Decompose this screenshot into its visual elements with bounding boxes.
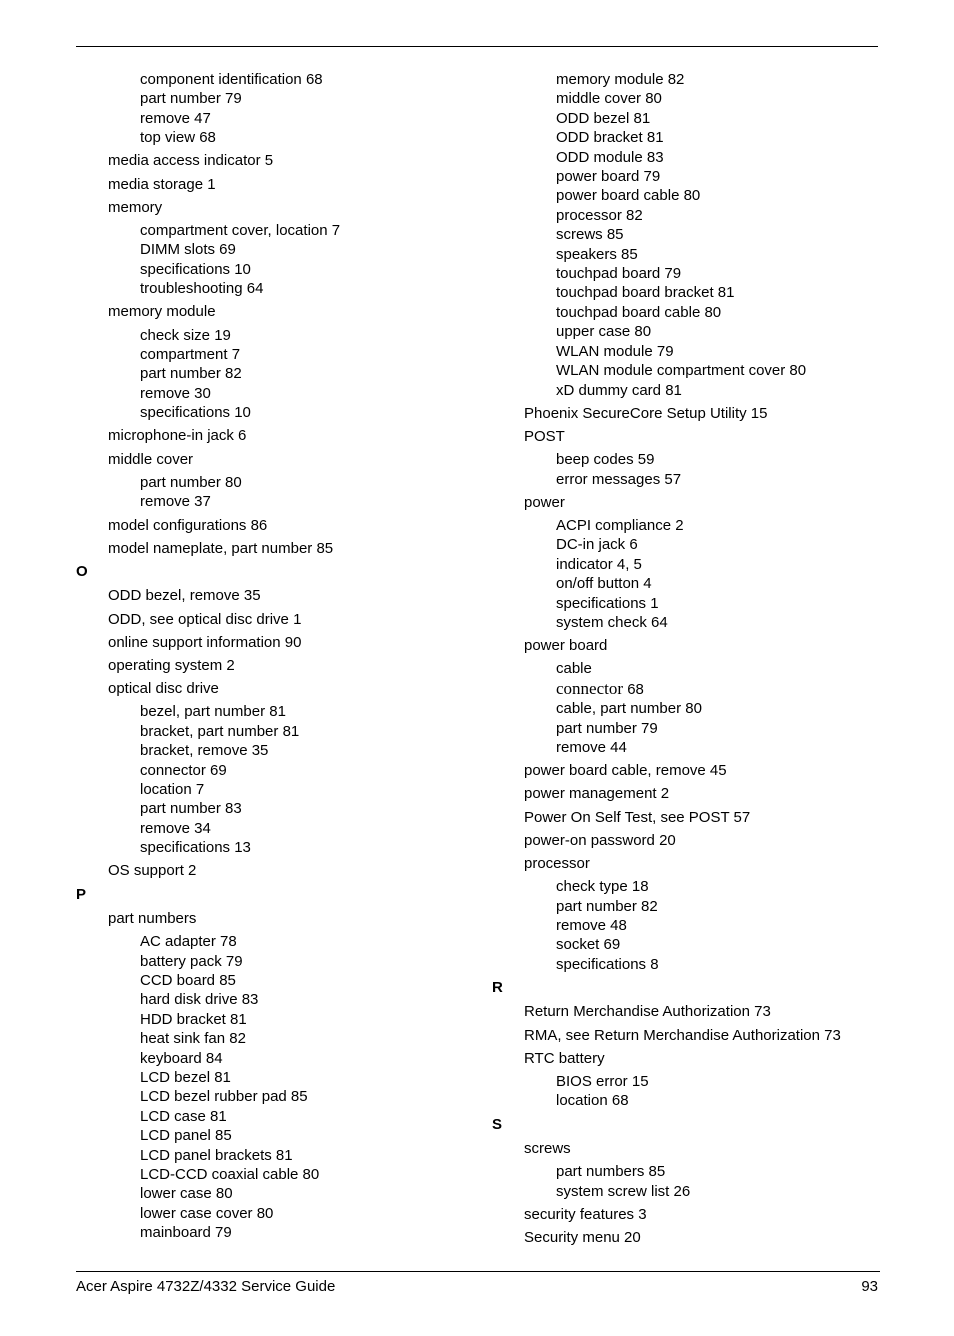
index-entry: media access indicator 5 (108, 152, 274, 170)
index-subentry: part number 82 (140, 365, 242, 383)
index-entry: ODD bezel, remove 35 (108, 587, 261, 605)
index-entry: Security menu 20 (524, 1229, 641, 1247)
index-subentry: part number 80 (140, 473, 242, 491)
index-subentry: part number 79 (556, 719, 658, 737)
footer-rule (76, 1271, 880, 1272)
index-subentry: remove 34 (140, 819, 211, 837)
index-entry: power management 2 (524, 785, 670, 803)
index-subentry: CCD board 85 (140, 972, 236, 989)
index-section-letter: O (76, 562, 88, 580)
index-subentry: ODD module 83 (556, 148, 664, 166)
index-entry: ODD, see optical disc drive 1 (108, 610, 302, 628)
index-subentry: troubleshooting 64 (140, 280, 264, 298)
index-entry: memory module (108, 303, 216, 321)
index-entry: Power On Self Test, see POST 57 (524, 808, 751, 826)
index-entry: media storage 1 (108, 175, 216, 193)
page-number: 93 (861, 1278, 878, 1295)
index-subentry: error messages 57 (556, 470, 682, 488)
index-subentry: power board cable 80 (556, 187, 701, 205)
index-subentry: hard disk drive 83 (140, 991, 259, 1009)
index-subentry: LCD-CCD coaxial cable 80 (140, 1166, 320, 1184)
footer-title: Acer Aspire 4732Z/4332 Service Guide (76, 1278, 336, 1295)
header-rule (76, 46, 878, 47)
index-subentry: indicator 4, 5 (556, 555, 642, 573)
index-subentry: screws 85 (556, 226, 624, 244)
index-entry: model configurations 86 (108, 516, 268, 534)
index-subentry: check type 18 (556, 878, 649, 896)
index-entry: Phoenix SecureCore Setup Utility 15 (524, 404, 768, 422)
index-entry: POST (524, 427, 565, 445)
index-subentry: bracket, remove 35 (140, 742, 269, 760)
index-entry: security features 3 (524, 1205, 647, 1223)
index-subentry: middle cover 80 (556, 90, 662, 108)
index-subentry: WLAN module 79 (556, 342, 674, 360)
index-column-left (76, 70, 456, 1243)
index-subentry: bracket, part number 81 (140, 722, 300, 740)
index-subentry: part numbers 85 (556, 1163, 666, 1181)
index-entry: RMA, see Return Merchandise Authorization 73 (524, 1026, 841, 1044)
index-entry: OS support 2 (108, 862, 197, 880)
index-subentry: location 7 (140, 780, 205, 798)
index-entry: power board cable, remove 45 (524, 762, 727, 780)
index-entry: model nameplate, part number 85 (108, 539, 334, 557)
index-subentry: specifications 8 (556, 955, 659, 973)
index-subentry: specifications 10 (140, 260, 251, 278)
index-subentry: memory module 82 (556, 71, 685, 88)
index-subentry: LCD panel 85 (140, 1127, 232, 1145)
index-entry: Return Merchandise Authorization 73 (524, 1003, 771, 1021)
index-subentry: check size 19 (140, 326, 231, 344)
index-subentry: LCD panel brackets 81 (140, 1146, 293, 1164)
index-entry: optical disc drive (108, 680, 219, 698)
index-subentry: remove 37 (140, 493, 211, 511)
index-subentry: LCD bezel 81 (140, 1069, 231, 1087)
index-subentry: LCD case 81 (140, 1107, 227, 1125)
index-subentry: cable (556, 660, 592, 678)
index-subentry: processor 82 (556, 206, 643, 224)
index-subentry: HDD bracket 81 (140, 1010, 247, 1028)
index-entry: processor (524, 855, 590, 872)
index-subentry: upper case 80 (556, 323, 652, 341)
index-subentry: on/off button 4 (556, 575, 652, 593)
index-subentry: part number 79 (140, 90, 242, 108)
index-subentry: touchpad board cable 80 (556, 303, 722, 321)
index-subentry: DC-in jack 6 (556, 536, 638, 554)
index-entry: microphone-in jack 6 (108, 427, 247, 445)
index-subentry: remove 48 (556, 917, 627, 935)
index-entry: memory (108, 198, 163, 216)
index-subentry: xD dummy card 81 (556, 381, 682, 399)
index-subentry: remove 44 (556, 738, 627, 756)
index-entry: online support information 90 (108, 633, 302, 651)
index-subentry: specifications 10 (140, 404, 251, 422)
index-subentry: keyboard 84 (140, 1049, 223, 1067)
index-subentry: ACPI compliance 2 (556, 516, 684, 534)
index-subentry: connector 69 (140, 761, 227, 779)
index-subentry-term: connector (556, 678, 624, 698)
index-subentry: battery pack 79 (140, 952, 243, 970)
index-subentry: part number 82 (556, 897, 658, 915)
index-subentry: beep codes 59 (556, 451, 655, 469)
index-entry: part numbers (108, 909, 197, 927)
index-entry: power (524, 493, 565, 511)
index-subentry: heat sink fan 82 (140, 1030, 246, 1048)
index-subentry: top view 68 (140, 129, 216, 147)
index-subentry: power board 79 (556, 168, 661, 186)
index-subentry-page: 68 (623, 680, 644, 698)
index-entry: RTC battery (524, 1049, 605, 1067)
index-subentry: remove 47 (140, 109, 211, 127)
index-subentry: socket 69 (556, 936, 621, 954)
index-subentry: AC adapter 78 (140, 933, 237, 951)
index-entry: power-on password 20 (524, 831, 676, 849)
index-subentry: LCD bezel rubber pad 85 (140, 1088, 308, 1106)
index-subentry: cable, part number 80 (556, 700, 702, 718)
index-subentry: touchpad board 79 (556, 265, 682, 283)
index-subentry: compartment 7 (140, 346, 241, 364)
index-subentry: component identification 68 (140, 71, 323, 88)
index-subentry: speakers 85 (556, 245, 638, 263)
index-subentry: ODD bracket 81 (556, 129, 664, 147)
index-entry: operating system 2 (108, 656, 235, 674)
index-column-right (492, 70, 892, 1247)
index-subentry: bezel, part number 81 (140, 703, 286, 721)
index-subentry: ODD bezel 81 (556, 109, 651, 127)
index-subentry: system screw list 26 (556, 1182, 691, 1200)
index-entry: screws (524, 1140, 571, 1158)
index-subentry: lower case cover 80 (140, 1204, 274, 1222)
index-section-letter: S (492, 1115, 503, 1133)
index-subentry: location 68 (556, 1092, 629, 1110)
index-subentry: touchpad board bracket 81 (556, 284, 735, 302)
index-subentry: WLAN module compartment cover 80 (556, 362, 807, 380)
index-subentry: lower case 80 (140, 1185, 233, 1203)
index-subentry (492, 679, 892, 699)
index-subentry: remove 30 (140, 384, 211, 402)
index-subentry: specifications 1 (556, 594, 659, 612)
index-entry: middle cover (108, 450, 194, 468)
index-subentry: specifications 13 (140, 839, 251, 857)
index-section-letter: P (76, 885, 87, 903)
index-subentry: system check 64 (556, 613, 668, 631)
index-subentry: compartment cover, location 7 (140, 222, 341, 240)
index-subentry: BIOS error 15 (556, 1073, 649, 1091)
index-subentry: DIMM slots 69 (140, 241, 236, 259)
index-subentry: part number 83 (140, 800, 242, 818)
index-entry: power board (524, 637, 608, 655)
index-subentry: mainboard 79 (140, 1224, 232, 1242)
index-section-letter: R (492, 979, 503, 997)
